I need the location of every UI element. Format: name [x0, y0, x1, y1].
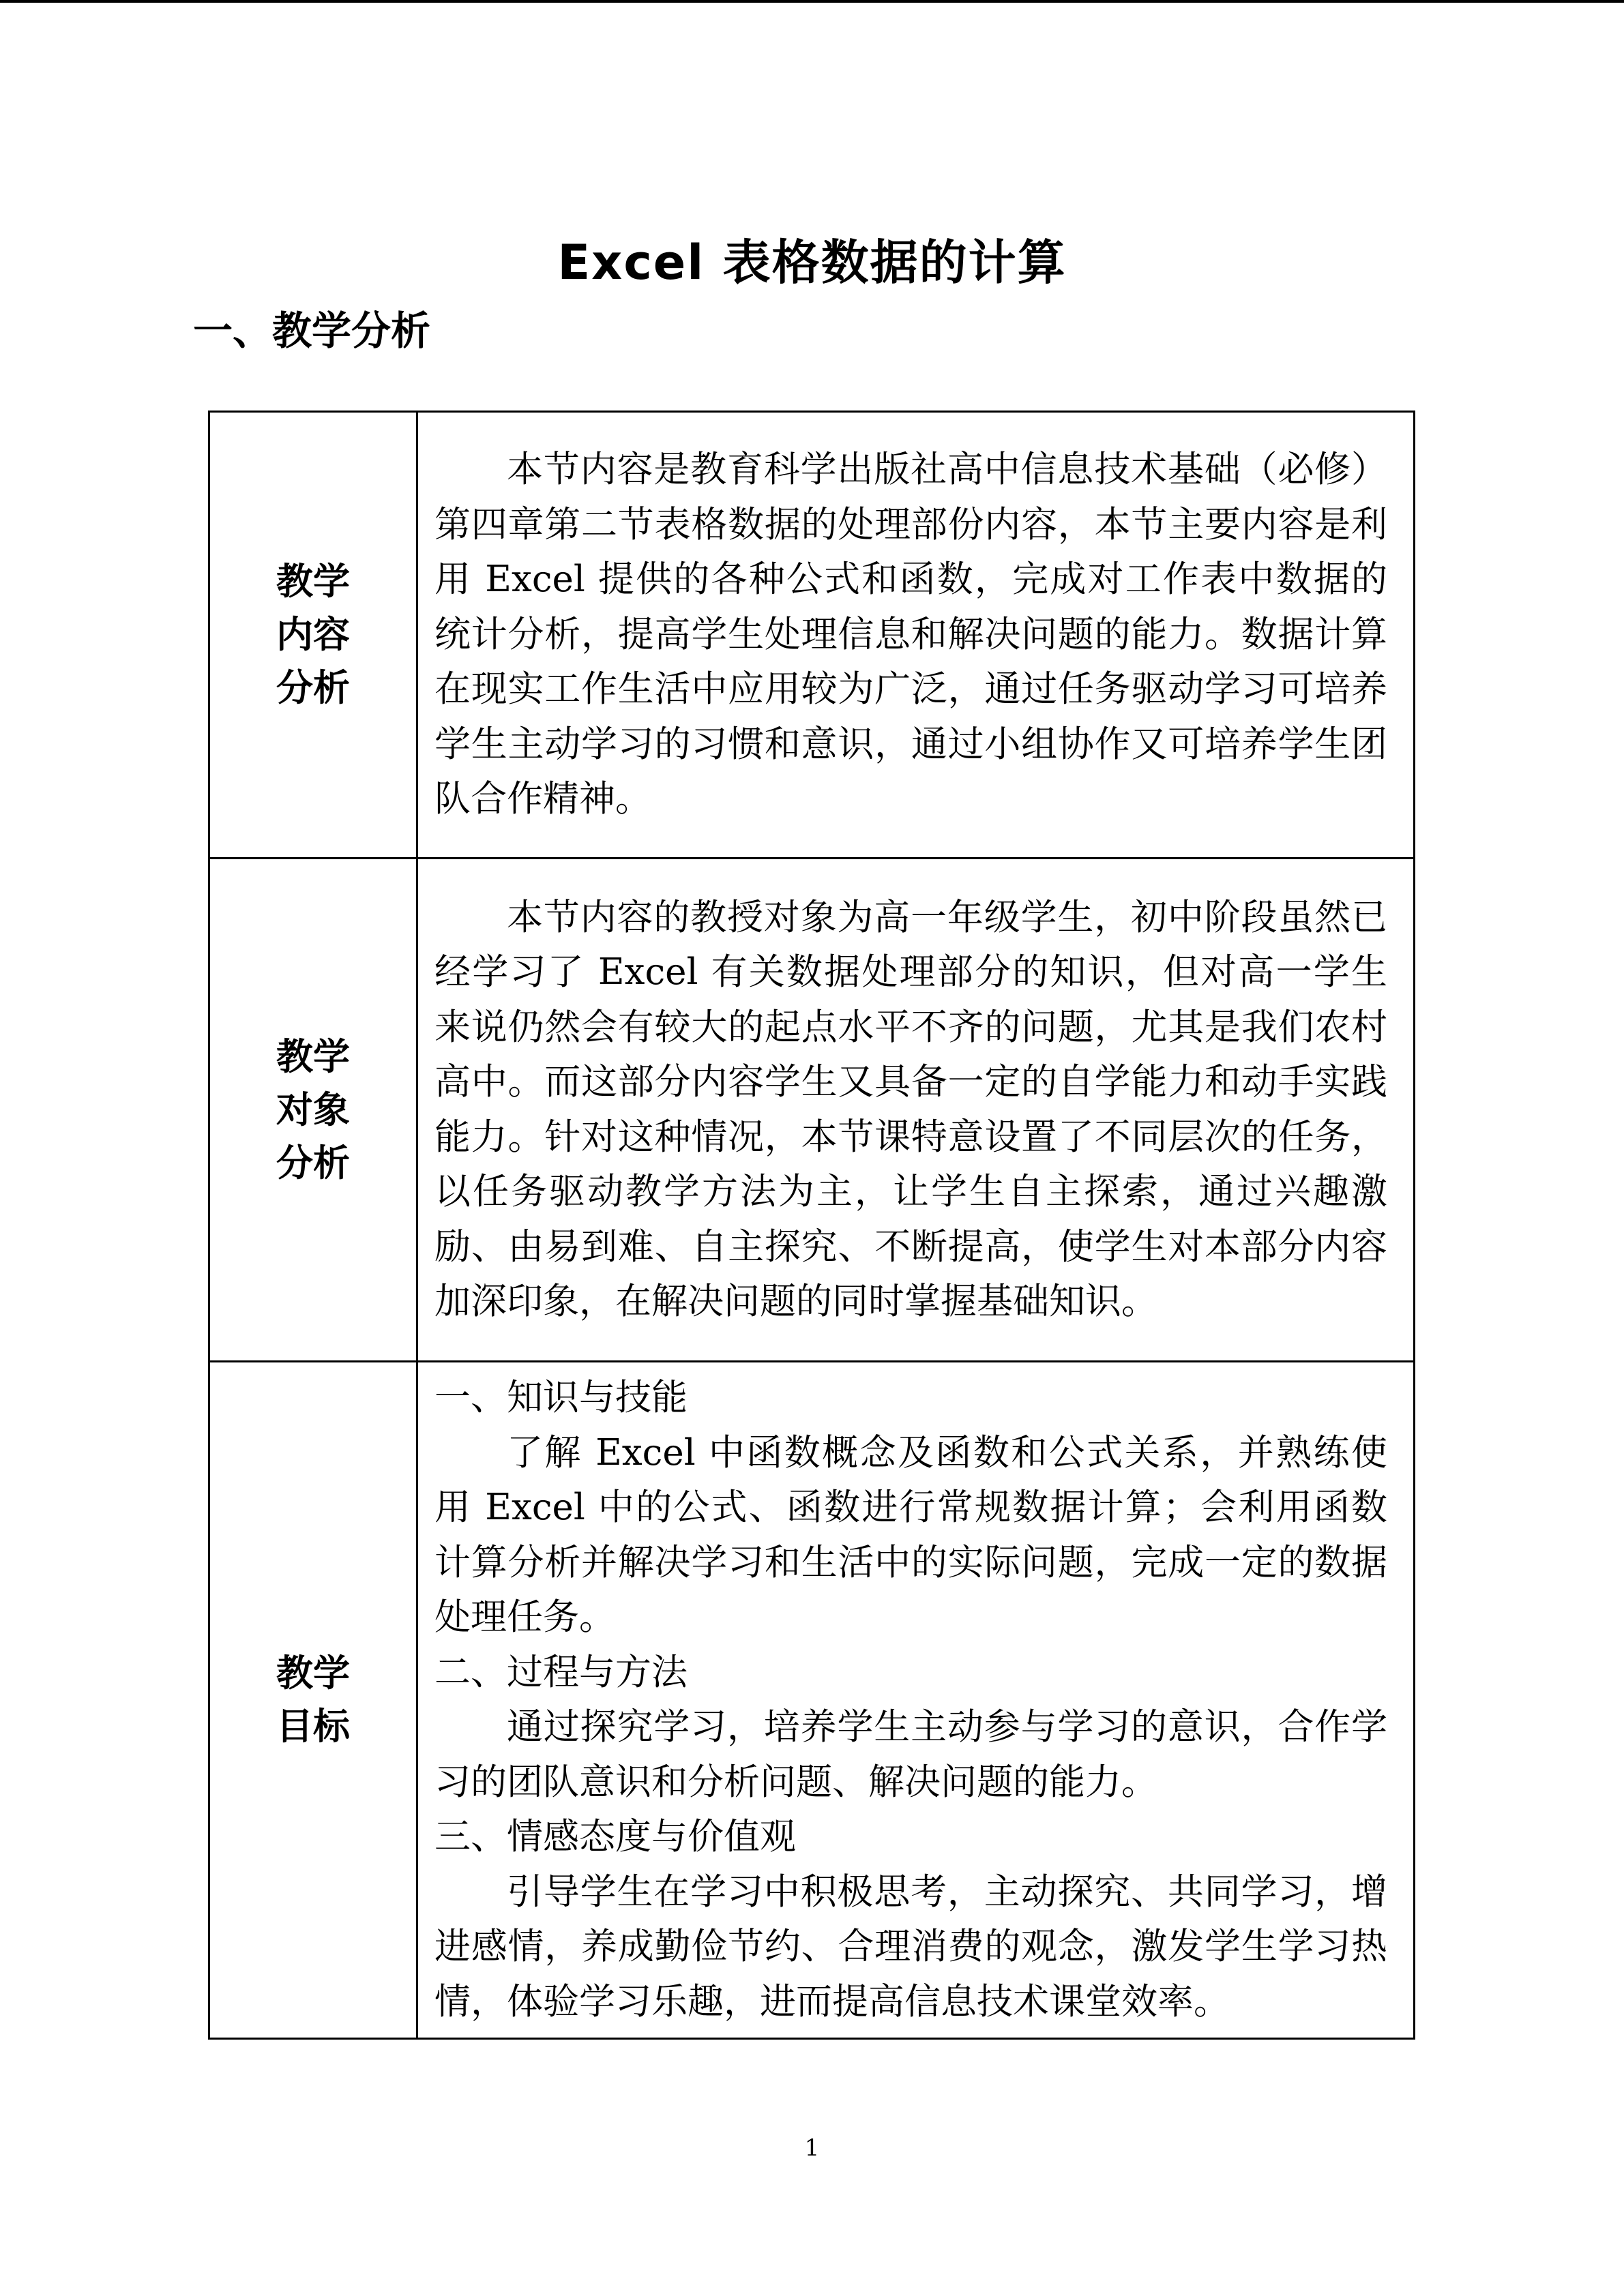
page-title: Excel 表格数据的计算 [557, 235, 1067, 290]
goal-heading-knowledge: 一、知识与技能 [434, 1377, 688, 1418]
goal-heading-process: 二、过程与方法 [434, 1651, 688, 1693]
goal-text-knowledge: 了解 Excel 中函数概念及函数和公式关系，并熟练使用 Excel 中的公式、函数进行常规数据计算；会利用函数计算分析并解决学习和生活中的实际问题，完成一定的数据处理任务。 [434, 1431, 1387, 1638]
row-label-line: 分析 [276, 666, 350, 709]
goal-text-attitude: 引导学生在学习中积极思考，主动探究、共同学习，增进感情，养成勤俭节约、合理消费的观念，激发学生学习热情，体验学习乐趣，进而提高信息技术课堂效率。 [434, 1870, 1387, 2023]
page-top-border [0, 0, 1624, 3]
row-content-teaching-goals [417, 1362, 1415, 2039]
row-label-line: 教学 [276, 1652, 350, 1695]
goal-heading-attitude: 三、情感态度与价值观 [434, 1816, 796, 1858]
table-row-content-analysis [209, 412, 1415, 859]
table-row-audience-analysis [209, 859, 1415, 1362]
row-label-line: 目标 [276, 1705, 350, 1748]
row-label-line: 内容 [276, 613, 350, 656]
goal-text-process: 通过探究学习，培养学生主动参与学习的意识，合作学习的团队意识和分析问题、解决问题的能力。 [434, 1706, 1387, 1803]
table-row-teaching-goals [209, 1362, 1415, 2039]
row-label-line: 教学 [276, 1034, 350, 1078]
row-content-content-analysis [417, 412, 1415, 859]
row-content-audience-analysis [417, 859, 1415, 1362]
paragraph: 本节内容的教授对象为高一年级学生，初中阶段虽然已经学习了 Excel 有关数据处理部分的知识，但对高一学生来说仍然会有较大的起点水平不齐的问题，尤其是我们农村高中。而这部分内容学生又具备一定的自学能力和动手实践能力。针对这种情况，本节课特意设置了不同层次的任务，以任务驱动教学方法为主，让学生自主探索，通过兴趣激励、由易到难、自主探究、不断提高，使学生对本部分内容加深印象，在解决问题的同时掌握基础知识。 [434, 896, 1387, 1322]
teaching-analysis-table [208, 411, 1415, 2040]
page-number: 1 [804, 2134, 820, 2162]
row-label-line: 教学 [276, 560, 350, 603]
paragraph: 本节内容是教育科学出版社高中信息技术基础（必修）第四章第二节表格数据的处理部份内容，本节主要内容是利用 Excel 提供的各种公式和函数，完成对工作表中数据的统计分析，提高学生处理信息和解决问题的能力。数据计算在现实工作生活中应用较为广泛，通过任务驱动学习可培养学生主动学习的习惯和意识，通过小组协作又可培养学生团队合作精神。 [434, 449, 1387, 820]
section-heading: 一、教学分析 [193, 308, 431, 354]
row-label-audience-analysis [209, 859, 417, 1362]
row-label-content-analysis [209, 412, 417, 859]
row-label-teaching-goals [209, 1362, 417, 2039]
row-label-line: 对象 [276, 1088, 350, 1131]
row-label-line: 分析 [276, 1141, 350, 1184]
